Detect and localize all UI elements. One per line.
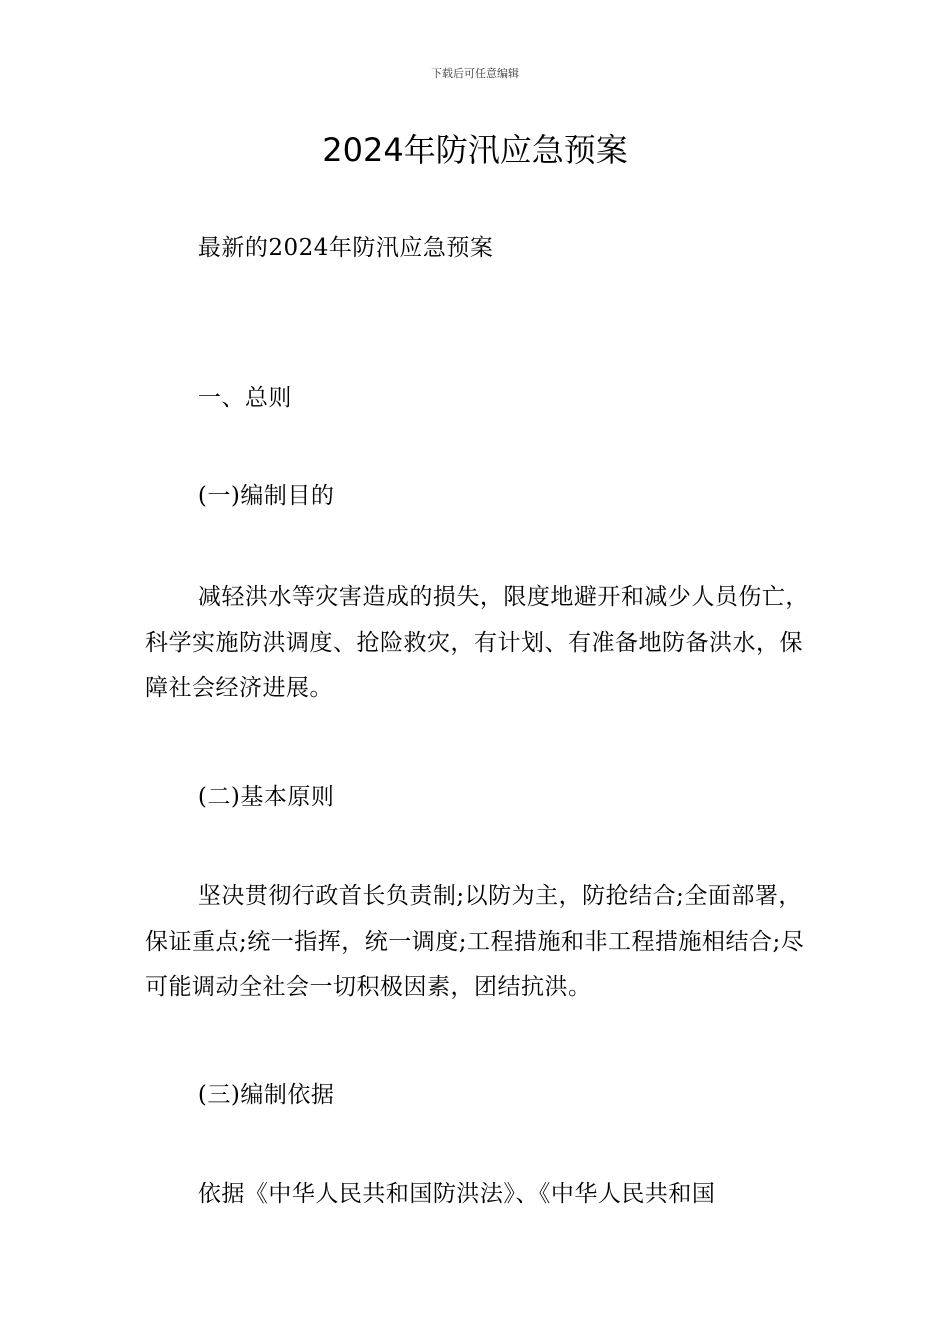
- subsection-heading-principles: (二)基本原则: [197, 784, 335, 810]
- document-title: 2024年防汛应急预案: [322, 131, 628, 169]
- paragraph-purpose: 减轻洪水等灾害造成的损失，限度地避开和减少人员伤亡，科学实施防洪调度、抢险救灾，有计划、有准备地防备洪水，保障社会经济进展。: [145, 584, 809, 701]
- paragraph-principles: 坚决贯彻行政首长负责制;以防为主，防抢结合;全面部署，保证重点;统一指挥，统一调度;工程措施和非工程措施相结合;尽可能调动全社会一切积极因素，团结抗洪。: [145, 883, 805, 1000]
- header-note: 下载后可任意编辑: [431, 67, 519, 80]
- subsection-heading-purpose: (一)编制目的: [197, 483, 335, 509]
- document-subtitle: 最新的2024年防汛应急预案: [197, 235, 494, 261]
- paragraph-basis: 依据《中华人民共和国防洪法》、《中华人民共和国: [197, 1181, 716, 1207]
- subsection-heading-basis: (三)编制依据: [197, 1082, 335, 1108]
- section-heading-general: 一、总则: [197, 385, 292, 411]
